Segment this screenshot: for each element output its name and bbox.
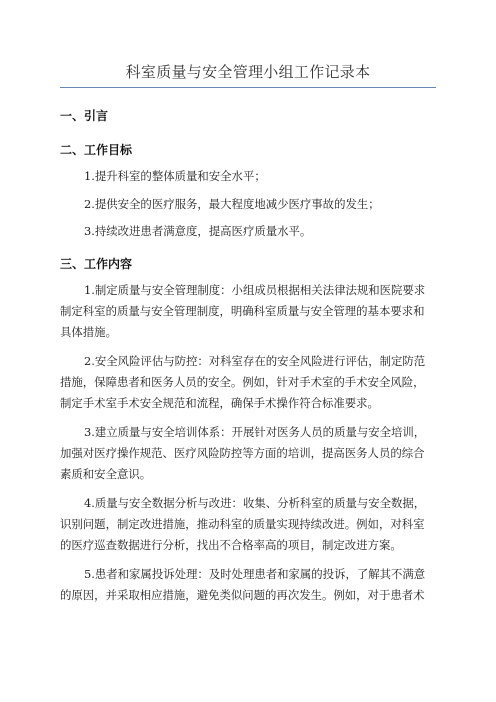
content-paragraph-line: 4.质量与安全数据分析与改进：收集、分析科室的质量与安全数据，: [84, 496, 426, 510]
content-paragraph-line: 的原因，并采取相应措施，避免类似问题的再次发生。例如，对于患者术: [60, 588, 425, 602]
section-heading-intro: 一、引言: [60, 109, 109, 123]
content-paragraph-line: 1.制定质量与安全管理制度：小组成员根据相关法律法规和医院要求: [84, 283, 426, 297]
content-paragraph-line: 5.患者和家属投诉处理：及时处理患者和家属的投诉，了解其不满意: [84, 567, 426, 581]
content-paragraph-line: 制定科室的质量与安全管理制度，明确科室质量与安全管理的基本要求和: [60, 304, 425, 318]
content-paragraph-line: 的医疗巡查数据进行分析，找出不合格率高的项目，制定改进方案。: [60, 538, 402, 552]
goal-item-3: 3.持续改进患者满意度，提高医疗质量水平。: [84, 224, 312, 238]
section-heading-goals: 二、工作目标: [60, 143, 133, 157]
content-paragraph-line: 加强对医疗操作规范、医疗风险防控等方面的培训，提高医务人员的综合: [60, 446, 425, 460]
content-paragraph-line: 2.安全风险评估与防控：对科室存在的安全风险进行评估，制定防范: [84, 354, 426, 368]
content-paragraph-line: 具体措施。: [60, 325, 117, 339]
content-paragraph-line: 措施，保障患者和医务人员的安全。例如，针对手术室的手术安全风险，: [60, 375, 425, 389]
content-paragraph-line: 识别问题，制定改进措施，推动科室的质量实现持续改进。例如，对科室: [60, 517, 425, 531]
goal-item-2: 2.提供安全的医疗服务，最大程度地减少医疗事故的发生；: [84, 197, 380, 211]
title-underline: [60, 87, 436, 88]
goal-item-1: 1.提升科室的整体质量和安全水平；: [84, 169, 266, 183]
document-title: 科室质量与安全管理小组工作记录本: [125, 63, 371, 81]
section-heading-content: 三、工作内容: [60, 257, 133, 271]
content-paragraph-line: 制定手术室手术安全规范和流程，确保手术操作符合标准要求。: [60, 396, 379, 410]
content-paragraph-line: 素质和安全意识。: [60, 467, 152, 481]
content-paragraph-line: 3.建立质量与安全培训体系：开展针对医务人员的质量与安全培训，: [84, 425, 426, 439]
